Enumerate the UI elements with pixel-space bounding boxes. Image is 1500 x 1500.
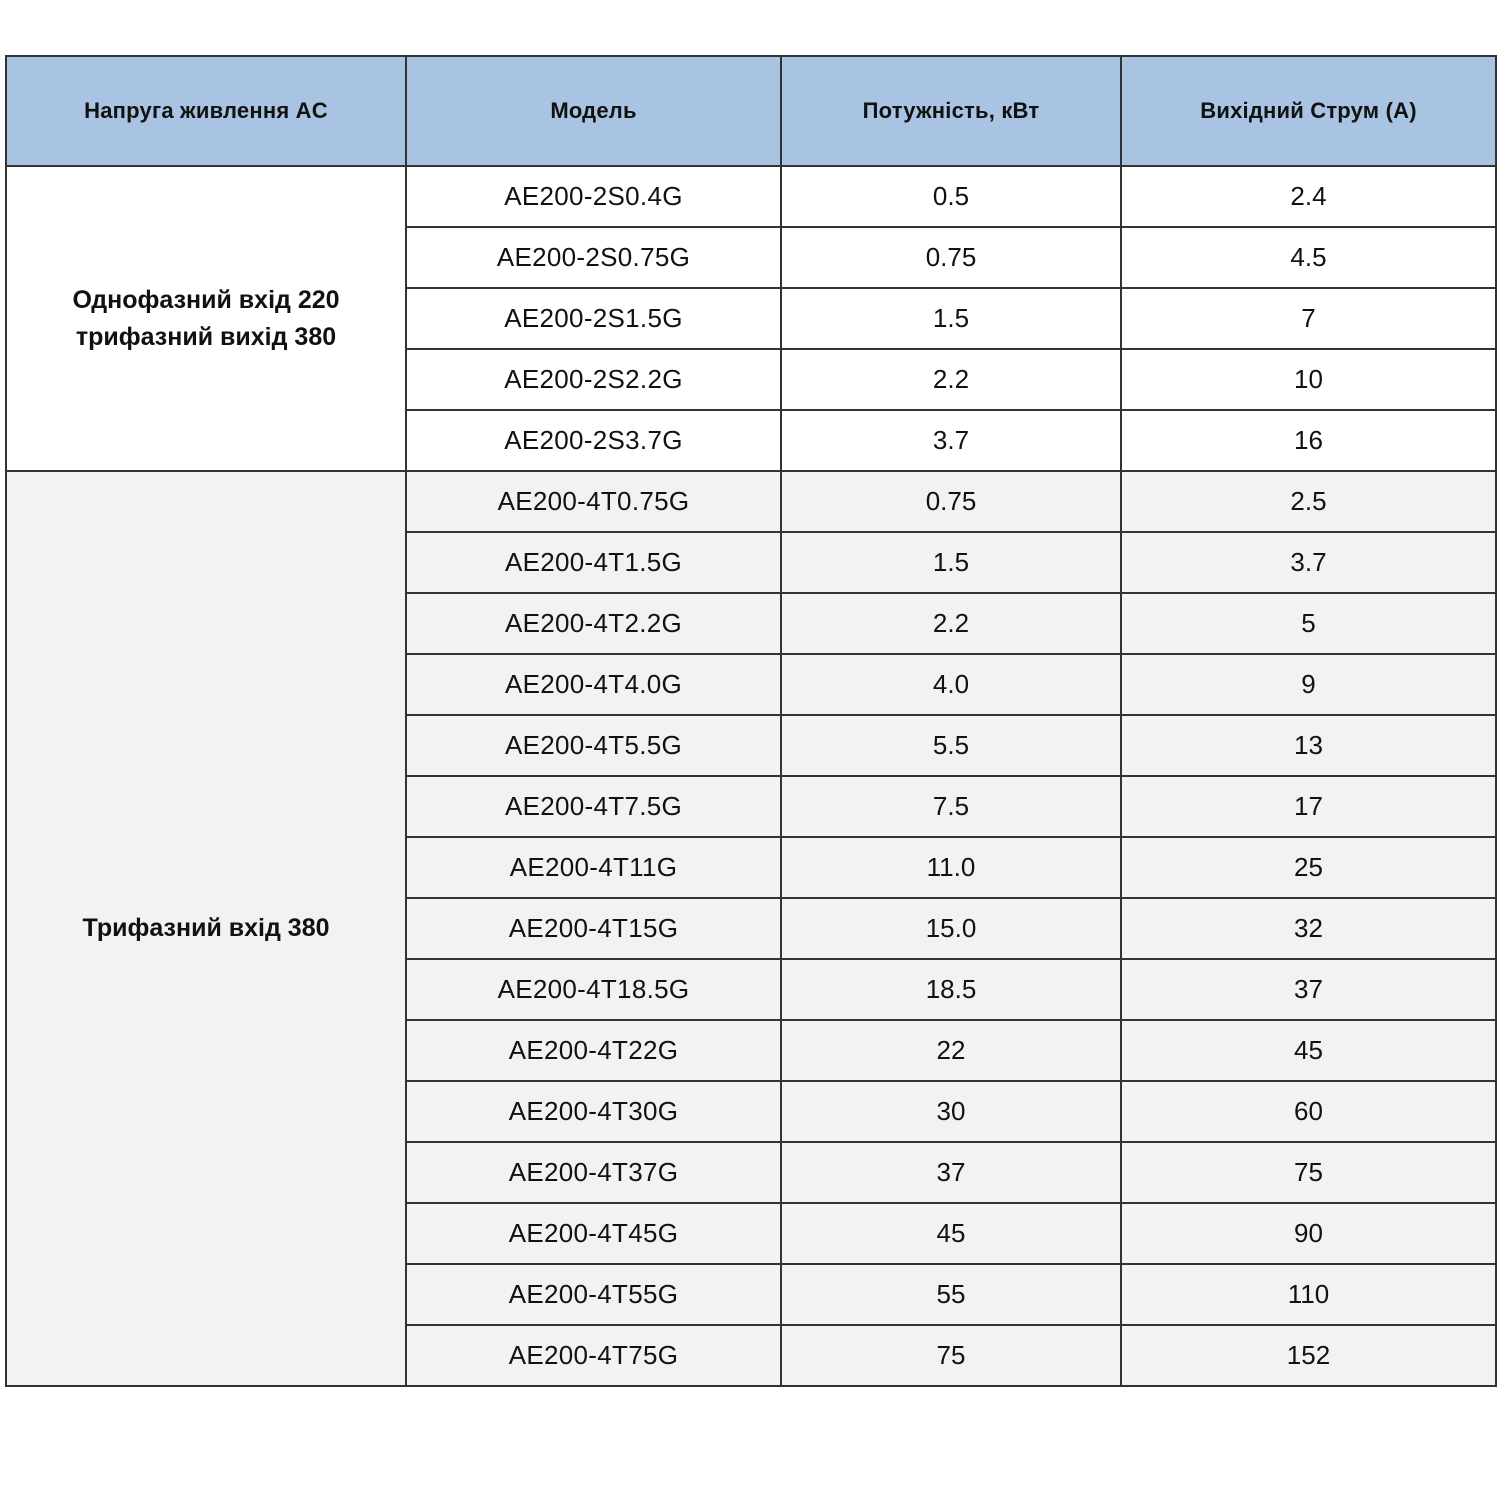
cell-power: 18.5 — [781, 959, 1121, 1020]
cell-model: AE200-4T2.2G — [406, 593, 781, 654]
cell-current: 90 — [1121, 1203, 1496, 1264]
header-cell-voltage: Напруга живлення AC — [6, 56, 406, 166]
cell-power: 1.5 — [781, 288, 1121, 349]
table-row — [6, 471, 1496, 532]
cell-current: 13 — [1121, 715, 1496, 776]
cell-power: 11.0 — [781, 837, 1121, 898]
cell-model: AE200-2S1.5G — [406, 288, 781, 349]
cell-model: AE200-2S0.4G — [406, 166, 781, 227]
cell-power: 55 — [781, 1264, 1121, 1325]
table-body — [6, 166, 1496, 1386]
cell-current: 9 — [1121, 654, 1496, 715]
cell-current: 10 — [1121, 349, 1496, 410]
cell-model: AE200-4T55G — [406, 1264, 781, 1325]
table-header — [6, 56, 1496, 166]
group-label-cell: Трифазний вхід 380 — [6, 471, 406, 1386]
cell-power: 1.5 — [781, 532, 1121, 593]
cell-current: 75 — [1121, 1142, 1496, 1203]
cell-power: 22 — [781, 1020, 1121, 1081]
cell-power: 45 — [781, 1203, 1121, 1264]
cell-model: AE200-2S3.7G — [406, 410, 781, 471]
group-label-cell: Однофазний вхід 220 трифазний вихід 380 — [6, 166, 406, 471]
cell-model: AE200-4T4.0G — [406, 654, 781, 715]
cell-current: 2.5 — [1121, 471, 1496, 532]
specification-table — [5, 55, 1497, 1387]
cell-power: 0.5 — [781, 166, 1121, 227]
cell-model: AE200-2S0.75G — [406, 227, 781, 288]
cell-model: AE200-4T22G — [406, 1020, 781, 1081]
cell-current: 32 — [1121, 898, 1496, 959]
cell-power: 3.7 — [781, 410, 1121, 471]
header-cell-model: Модель — [406, 56, 781, 166]
cell-power: 5.5 — [781, 715, 1121, 776]
cell-current: 3.7 — [1121, 532, 1496, 593]
cell-power: 15.0 — [781, 898, 1121, 959]
cell-current: 16 — [1121, 410, 1496, 471]
cell-power: 30 — [781, 1081, 1121, 1142]
cell-power: 75 — [781, 1325, 1121, 1386]
cell-model: AE200-4T75G — [406, 1325, 781, 1386]
cell-model: AE200-4T11G — [406, 837, 781, 898]
cell-model: AE200-4T18.5G — [406, 959, 781, 1020]
cell-model: AE200-2S2.2G — [406, 349, 781, 410]
header-cell-current: Вихідний Струм (A) — [1121, 56, 1496, 166]
cell-current: 110 — [1121, 1264, 1496, 1325]
cell-power: 2.2 — [781, 593, 1121, 654]
cell-current: 7 — [1121, 288, 1496, 349]
cell-model: AE200-4T37G — [406, 1142, 781, 1203]
header-row — [6, 56, 1496, 166]
cell-power: 37 — [781, 1142, 1121, 1203]
cell-power: 2.2 — [781, 349, 1121, 410]
cell-power: 0.75 — [781, 227, 1121, 288]
cell-power: 4.0 — [781, 654, 1121, 715]
cell-current: 37 — [1121, 959, 1496, 1020]
cell-current: 5 — [1121, 593, 1496, 654]
cell-model: AE200-4T15G — [406, 898, 781, 959]
cell-current: 17 — [1121, 776, 1496, 837]
cell-power: 0.75 — [781, 471, 1121, 532]
cell-model: AE200-4T7.5G — [406, 776, 781, 837]
cell-model: AE200-4T0.75G — [406, 471, 781, 532]
cell-current: 4.5 — [1121, 227, 1496, 288]
table-row — [6, 166, 1496, 227]
cell-current: 45 — [1121, 1020, 1496, 1081]
cell-model: AE200-4T45G — [406, 1203, 781, 1264]
cell-model: AE200-4T30G — [406, 1081, 781, 1142]
cell-current: 152 — [1121, 1325, 1496, 1386]
cell-current: 2.4 — [1121, 166, 1496, 227]
cell-power: 7.5 — [781, 776, 1121, 837]
header-cell-power: Потужність, кВт — [781, 56, 1121, 166]
cell-current: 25 — [1121, 837, 1496, 898]
cell-model: AE200-4T5.5G — [406, 715, 781, 776]
cell-model: AE200-4T1.5G — [406, 532, 781, 593]
cell-current: 60 — [1121, 1081, 1496, 1142]
